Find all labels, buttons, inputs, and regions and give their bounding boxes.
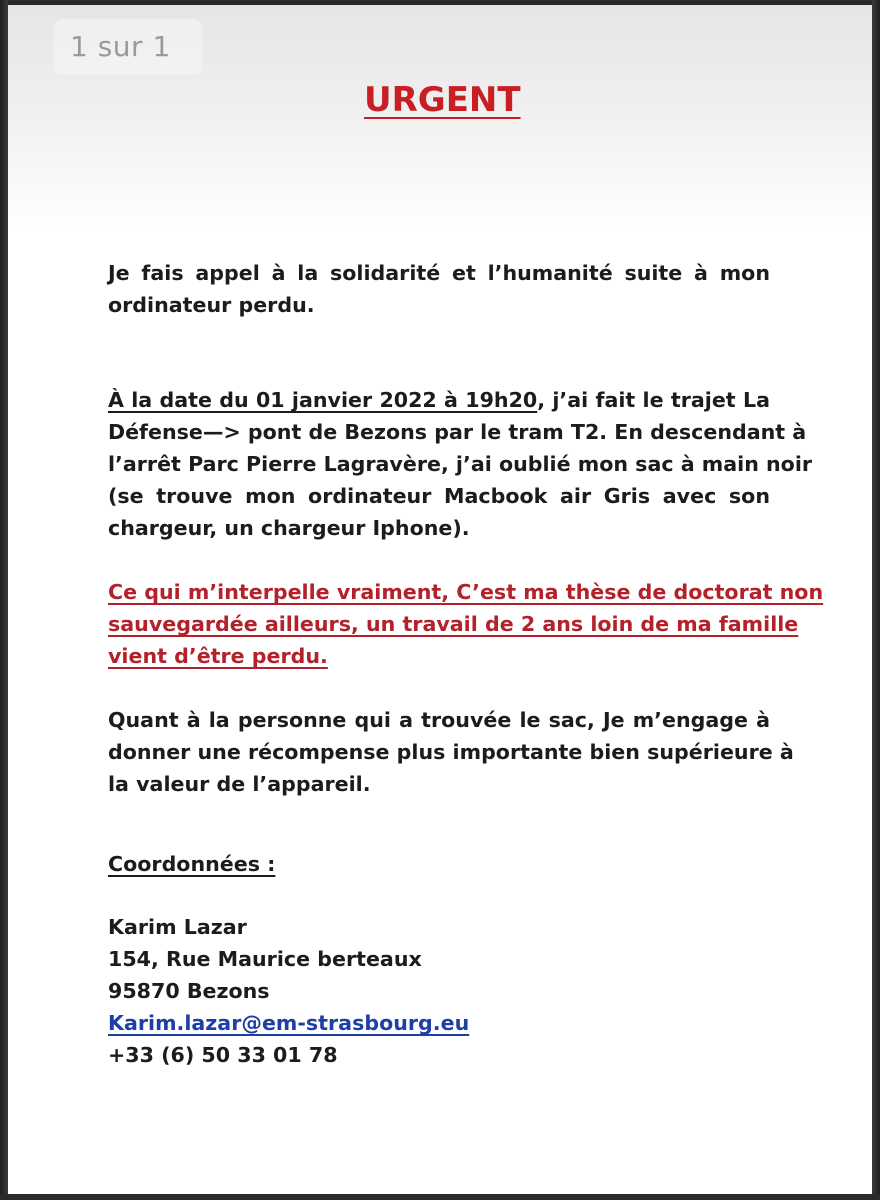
story-line-1 [108,384,770,416]
thesis-line-1 [108,576,824,608]
contact-heading-block [108,848,770,880]
story-line-5: chargeur, un chargeur Iphone). [108,516,470,540]
page-indicator: 1 sur 1 [54,19,202,75]
document-title: URGENT [364,80,521,120]
contact-name: Karim Lazar [108,915,247,939]
thesis-line-3 [108,640,770,672]
story-line-2: Défense—> pont de Bezons par le tram T2. En descendant à [108,420,807,444]
thesis-paragraph [108,576,824,672]
document-page[interactable] [8,5,872,1194]
story-paragraph [108,384,813,544]
contact-email-link[interactable]: Karim.lazar@em-strasbourg.eu [108,1011,470,1035]
contact-city: 95870 Bezons [108,979,270,1003]
story-line-3: l’arrêt Parc Pierre Lagravère, j’ai oublié mon sac à main noir [108,452,813,476]
reward-paragraph [108,704,794,800]
intro-paragraph [108,257,770,321]
contact-details [108,911,770,1071]
screen-frame-bottom [0,1194,880,1200]
contact-phone: +33 (6) 50 33 01 78 [108,1043,338,1067]
intro-line-2: ordinateur perdu. [108,293,315,317]
contact-street: 154, Rue Maurice berteaux [108,947,422,971]
reward-line-1: Quant à la personne qui a trouvée le sac, Je m’engage à [108,708,770,732]
thesis-line-3-text: vient d’être perdu. [108,644,328,668]
date-phrase: À la date du 01 janvier 2022 à 19h20 [108,388,538,412]
thesis-line-2-text: sauvegardée ailleurs, un travail de 2 ans loin de ma famille [108,612,799,636]
contact-email-line [108,1007,770,1039]
intro-line-1: Je fais appel à la solidarité et l’humanité suite à mon [108,261,770,285]
screen-frame-left [0,0,8,1200]
screen-frame-right [872,0,880,1200]
story-line-4: (se trouve mon ordinateur Macbook air Gris avec son [108,484,770,508]
reward-line-3: la valeur de l’appareil. [108,772,371,796]
contact-heading: Coordonnées : [108,852,276,876]
reward-line-2: donner une récompense plus importante bien supérieure à [108,740,794,764]
thesis-line-2 [108,608,799,640]
story-line-1-rest: , j’ai fait le trajet La [537,388,770,412]
thesis-line-1-text: Ce qui m’interpelle vraiment, C’est ma thèse de doctorat non [108,580,824,604]
